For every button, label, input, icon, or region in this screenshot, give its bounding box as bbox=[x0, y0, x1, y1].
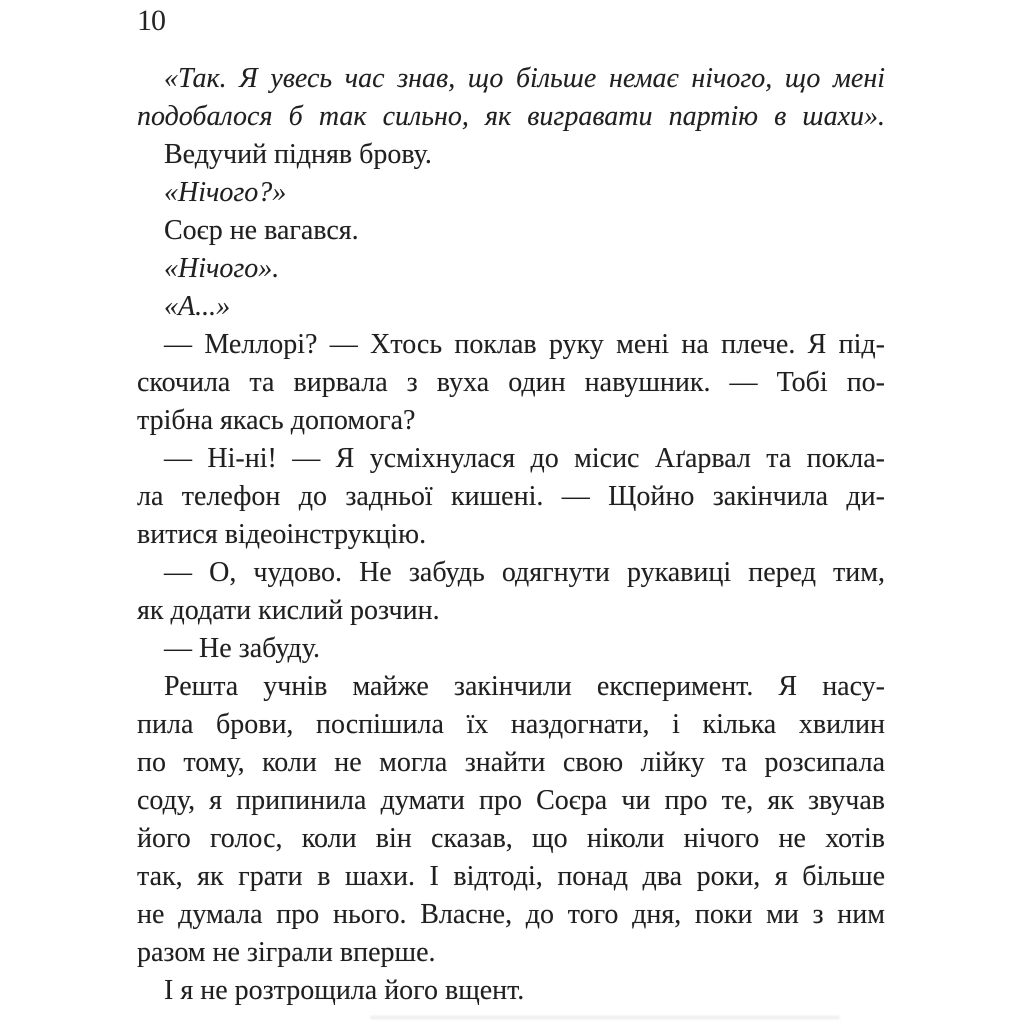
text-line: витися відеоінструкцію. bbox=[137, 519, 427, 550]
text-line: пила брови, поспішила їх наздогнати, і кілька хвилин bbox=[137, 709, 885, 740]
text-line: «Нічого». bbox=[164, 253, 280, 284]
text-line: не думала про нього. Власне, до того дня, поки ми з ним bbox=[137, 899, 885, 930]
text-line: скочила та вирвала з вуха один навушник. — Тобі по- bbox=[137, 367, 885, 398]
text-line: по тому, коли не могла знайти свою лійку та розсипала bbox=[137, 747, 885, 778]
text-line: Решта учнів майже закінчили експеримент. Я насу- bbox=[164, 671, 885, 702]
body-text-block bbox=[137, 60, 885, 1010]
page-number: 10 bbox=[137, 4, 165, 37]
text-line: його голос, коли він сказав, що ніколи нічого не хотів bbox=[137, 823, 885, 854]
text-line: Соєр не вагався. bbox=[164, 215, 359, 246]
text-line: як додати кислий розчин. bbox=[137, 595, 440, 626]
text-line: «Так. Я увесь час знав, що більше немає нічого, що мені bbox=[164, 63, 885, 94]
text-line: так, як грати в шахи. І відтоді, понад два роки, я більше bbox=[137, 861, 885, 892]
text-line: «А...» bbox=[164, 291, 231, 322]
text-line: подобалося б так сильно, як вигравати партію в шахи». bbox=[137, 101, 885, 132]
text-line: «Нічого?» bbox=[164, 177, 287, 208]
text-line: трібна якась допомога? bbox=[137, 405, 416, 436]
text-line: — Не забуду. bbox=[164, 633, 320, 664]
scan-artifact-line bbox=[370, 1016, 840, 1019]
text-line: — О, чудово. Не забудь одягнути рукавиці перед тим, bbox=[164, 557, 885, 588]
text-line: соду, я припинила думати про Соєра чи про те, як звучав bbox=[137, 785, 885, 816]
text-line: — Ні-ні! — Я усміхнулася до місис Аґарвал та покла- bbox=[164, 443, 885, 474]
text-line: Ведучий підняв брову. bbox=[164, 139, 432, 170]
text-line: разом не зіграли вперше. bbox=[137, 937, 436, 968]
text-line: — Меллорі? — Хтось поклав руку мені на плече. Я під- bbox=[164, 329, 885, 360]
text-line: І я не розтрощила його вщент. bbox=[164, 975, 525, 1006]
text-line: ла телефон до задньої кишені. — Щойно закінчила ди- bbox=[137, 481, 885, 512]
